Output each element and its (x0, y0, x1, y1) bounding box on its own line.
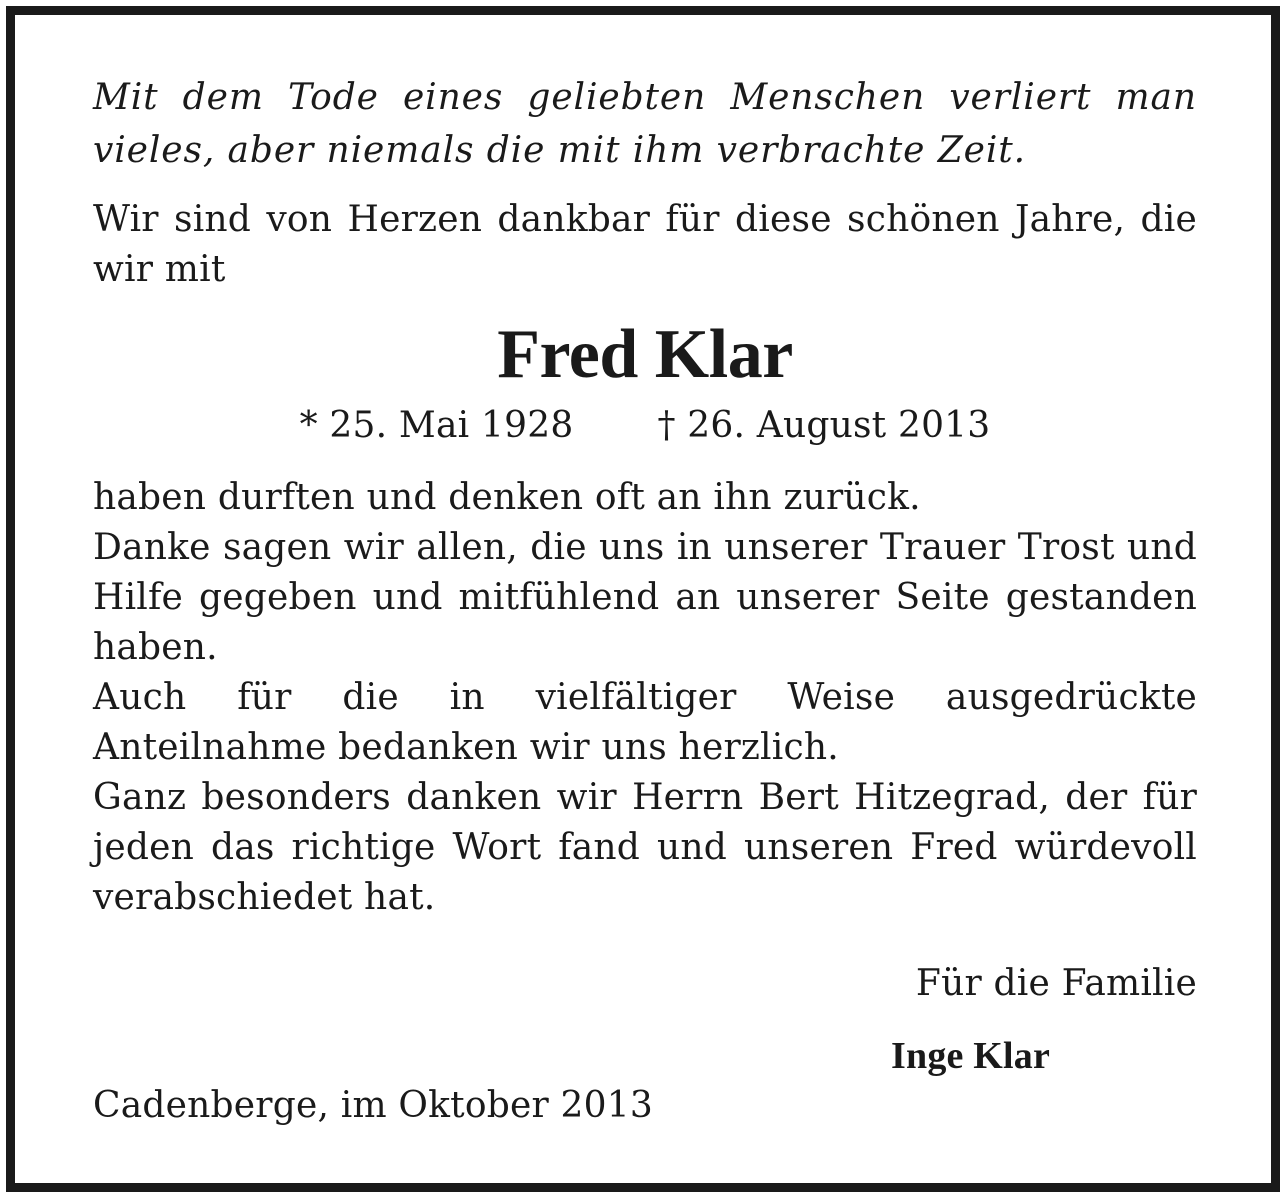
birth-date: * 25. Mai 1928 (299, 405, 574, 446)
signature-name: Inge Klar (891, 1035, 1051, 1077)
death-date: † 26. August 2013 (657, 405, 991, 446)
place-and-date: Cadenberge, im Oktober 2013 (93, 1085, 653, 1126)
life-dates (93, 401, 1197, 451)
paragraph-sympathy: Auch für die in vielfältiger Weise ausgedrückte Anteilnahme bedanken wir uns herzlich. (93, 677, 1197, 768)
paragraph-remembrance: haben durften und denken oft an ihn zurück. (93, 477, 921, 518)
obituary-frame (6, 6, 1280, 1192)
motto-quote: Mit dem Tode eines geliebten Menschen verliert man vieles, aber niemals die mit ihm verbrachte Zeit. (93, 77, 1197, 171)
signature-intro: Für die Familie (915, 963, 1197, 1004)
deceased-name: Fred Klar (497, 316, 793, 393)
paragraph-special-thanks: Ganz besonders danken wir Herrn Bert Hitzegrad, der für jeden das richtige Wort fand und unseren Fred würdevoll verabschiedet hat. (93, 777, 1197, 918)
intro-text: Wir sind von Herzen dankbar für diese schönen Jahre, die wir mit (93, 199, 1197, 290)
paragraph-thanks: Danke sagen wir allen, die uns in unserer Trauer Trost und Hilfe gegeben und mitfühlend an unserer Seite gestanden haben. (93, 527, 1197, 668)
obituary-content (93, 71, 1197, 1126)
